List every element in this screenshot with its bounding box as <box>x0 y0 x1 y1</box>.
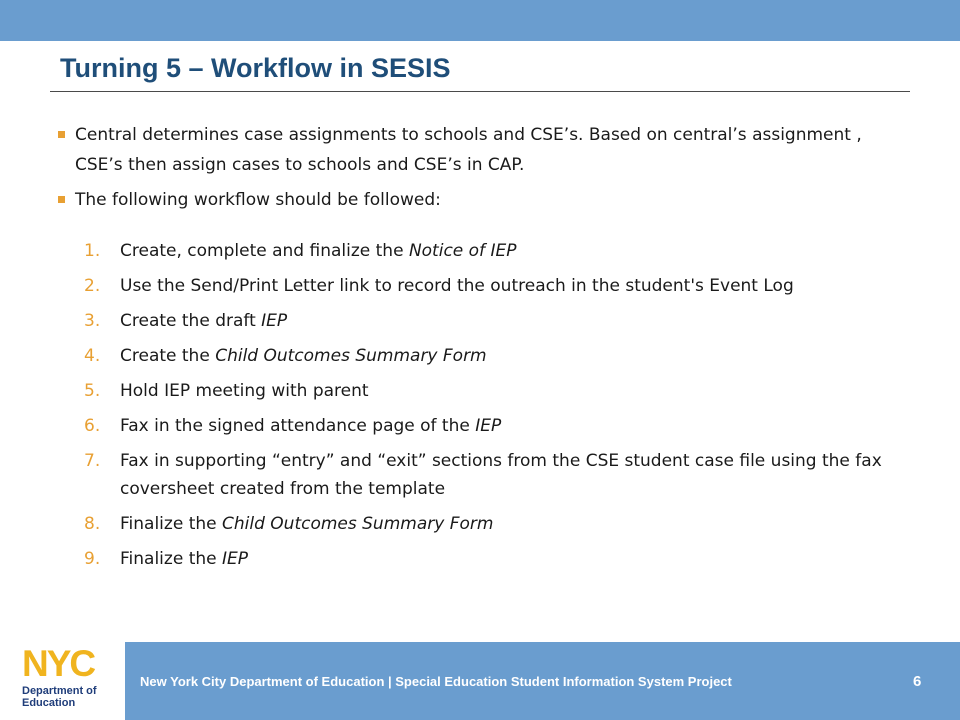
step-number: 9. <box>84 549 101 569</box>
logo-nyc-text: NYC <box>22 643 95 684</box>
workflow-step <box>84 447 914 503</box>
bullet-item <box>58 185 908 215</box>
step-number: 4. <box>84 346 101 366</box>
step-text: Create the Child Outcomes Summary Form <box>120 346 487 366</box>
step-number: 1. <box>84 241 101 261</box>
workflow-step <box>84 342 914 370</box>
workflow-step <box>84 412 914 440</box>
step-text: Create the draft IEP <box>120 311 288 331</box>
slide-title: Turning 5 – Workflow in SESIS <box>60 53 451 83</box>
step-text: Finalize the IEP <box>120 549 249 569</box>
workflow-step <box>84 545 914 573</box>
square-bullet-icon <box>58 131 65 138</box>
square-bullet-icon <box>58 196 65 203</box>
bullet-item <box>58 120 908 180</box>
workflow-step <box>84 237 914 265</box>
step-number: 7. <box>84 451 101 471</box>
step-number: 8. <box>84 514 101 534</box>
top-banner <box>0 0 960 41</box>
step-text: Create, complete and finalize the Notice of IEP <box>120 241 517 261</box>
workflow-step <box>84 510 914 538</box>
workflow-step <box>84 272 914 300</box>
bullet-text: The following workflow should be followed: <box>75 190 441 210</box>
step-number: 2. <box>84 276 101 296</box>
workflow-step <box>84 307 914 335</box>
page-number: 6 <box>913 673 922 690</box>
step-number: 3. <box>84 311 101 331</box>
step-number: 6. <box>84 416 101 436</box>
step-text: Hold IEP meeting with parent <box>120 381 369 401</box>
step-number: 5. <box>84 381 101 401</box>
workflow-step <box>84 377 914 405</box>
title-divider <box>50 91 910 92</box>
step-text: Use the Send/Print Letter link to record the outreach in the student's Event Log <box>120 276 794 296</box>
footer-caption: New York City Department of Education | Special Education Student Information System Project <box>140 674 732 689</box>
logo-department-text: Department of Education <box>22 685 97 709</box>
bullet-text: Central determines case assignments to schools and CSE’s. Based on central’s assignment , CSE’s then assign cases to schools and CSE’s in CAP. <box>75 125 862 175</box>
nyc-doe-logo <box>0 642 125 720</box>
workflow-steps <box>84 237 914 580</box>
footer-bar <box>0 642 960 720</box>
step-text: Fax in supporting “entry” and “exit” sections from the CSE student case file using the fax coversheet created from the template <box>120 451 882 499</box>
step-text: Fax in the signed attendance page of the IEP <box>120 416 502 436</box>
step-text: Finalize the Child Outcomes Summary Form <box>120 514 494 534</box>
